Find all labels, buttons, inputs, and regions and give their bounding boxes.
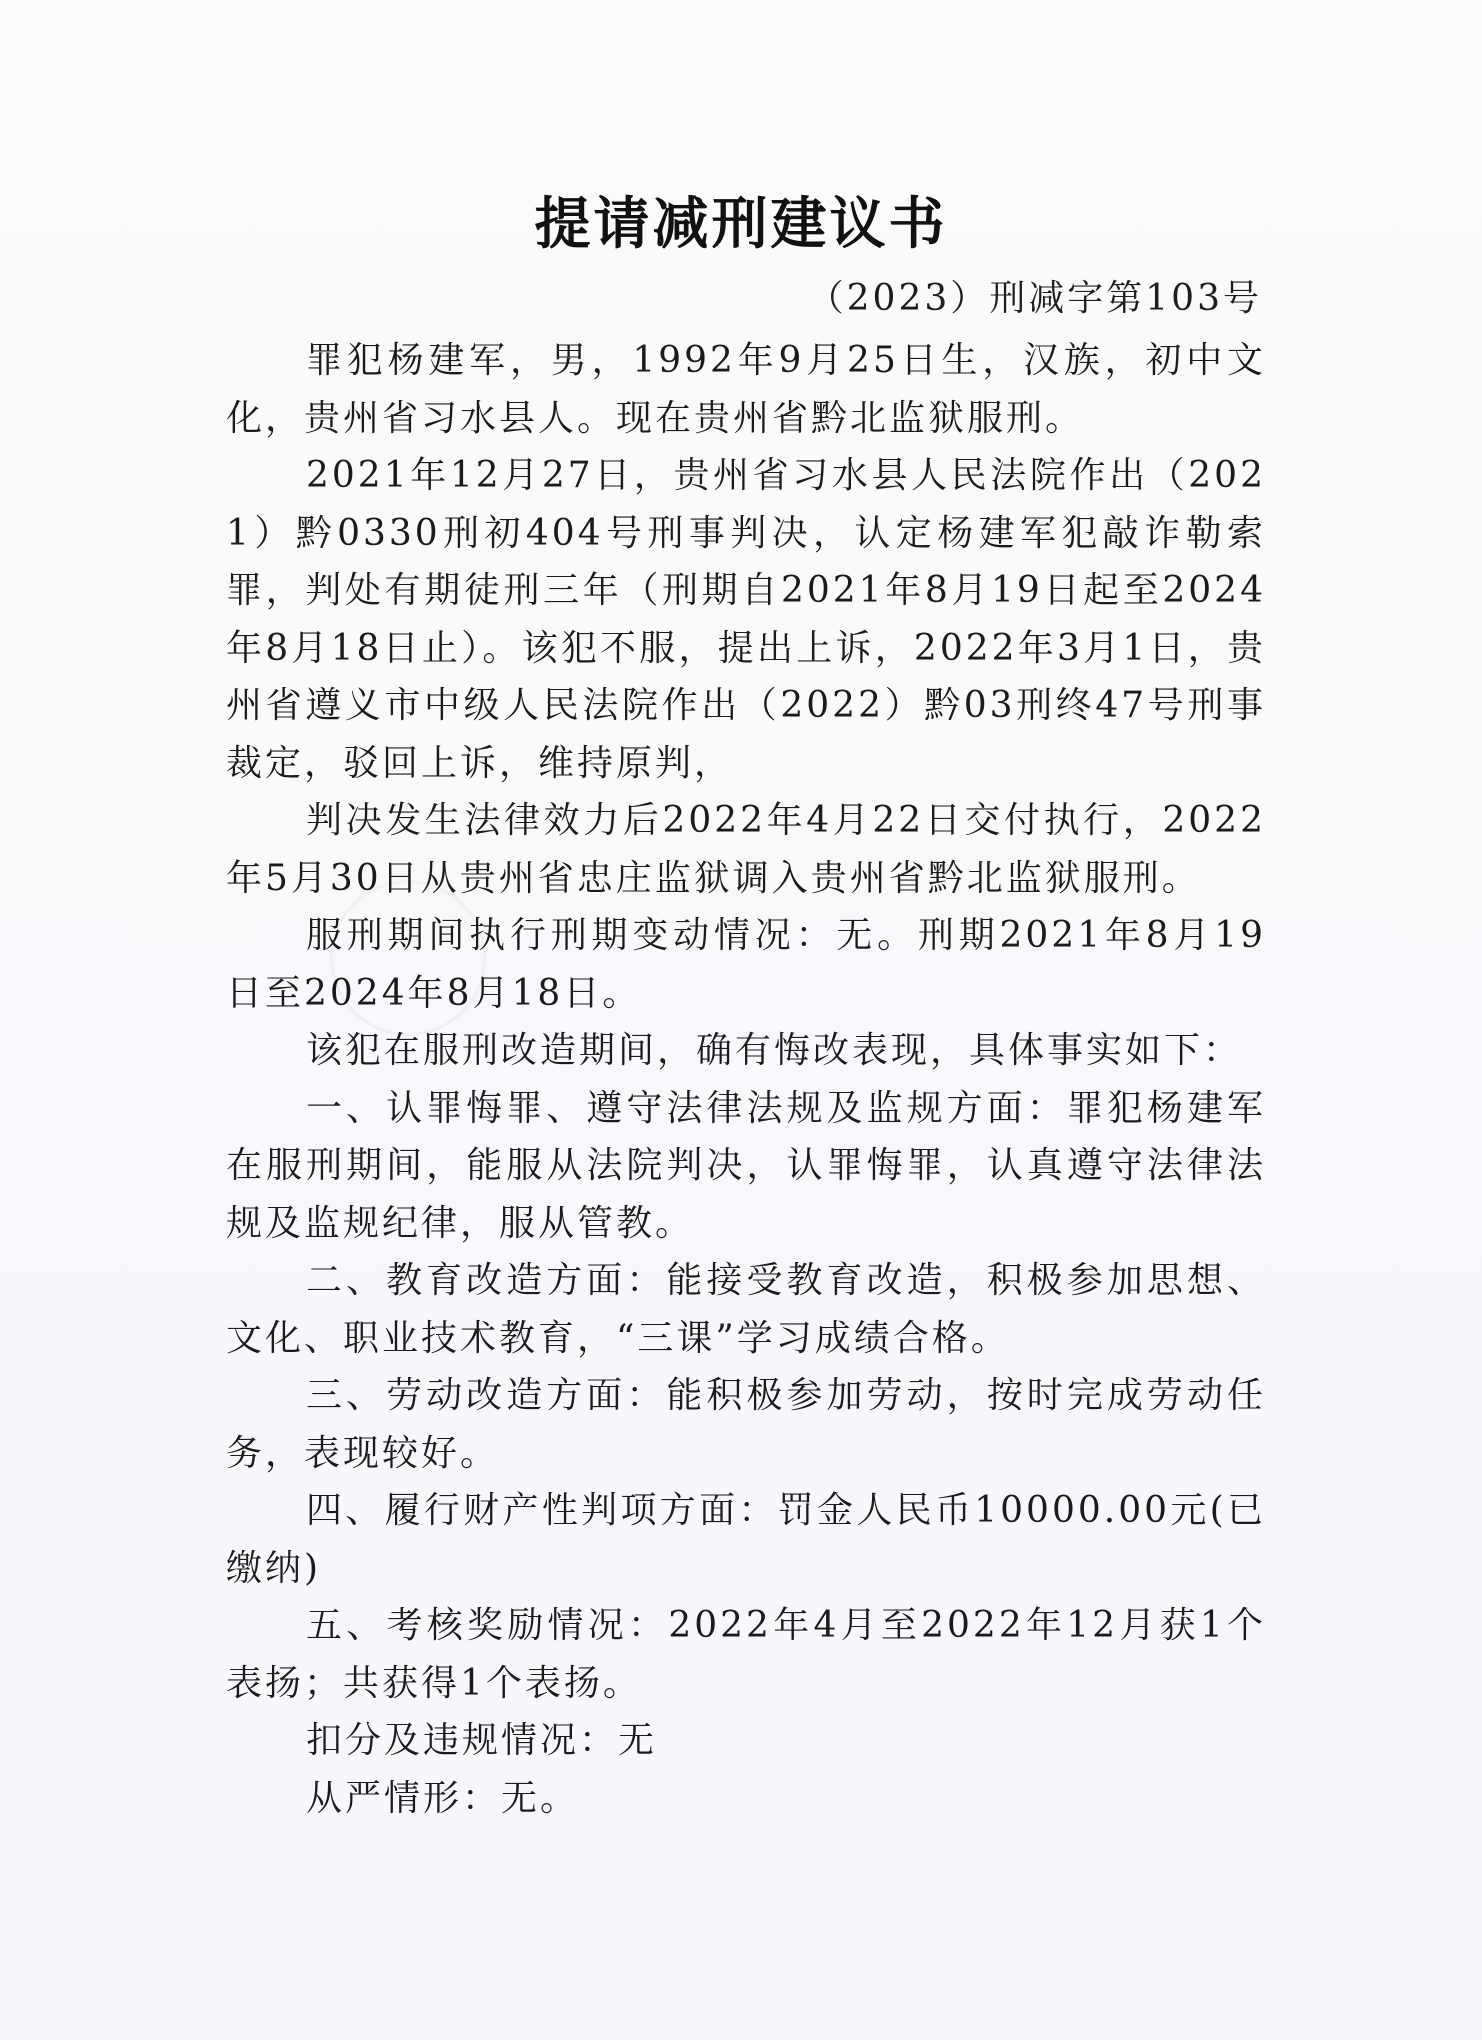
paragraph-facts-intro: 该犯在服刑改造期间，确有悔改表现，具体事实如下： xyxy=(306,1030,1243,1071)
document-number: （2023）刑减字第103号 xyxy=(807,278,1262,319)
paragraph-strict-cases: 从严情形：无。 xyxy=(306,1777,580,1819)
paragraph-sentence-change: 服刑期间执行刑期变动情况：无。刑期2021年8月19日至2024年8月18日。 xyxy=(226,915,1266,1014)
paragraph-item-1: 一、认罪悔罪、遵守法律法规及监规方面：罪犯杨建军在服刑期间，能服从法院判决，认罪悔罪，认真遵守法律法规及监规纪律，服从管教。 xyxy=(226,1087,1266,1244)
document-body xyxy=(226,332,1266,1827)
paragraph-criminal-info: 罪犯杨建军，男，1992年9月25日生，汉族，初中文化，贵州省习水县人。现在贵州省黔北监狱服刑。 xyxy=(226,340,1266,439)
paragraph-violations: 扣分及违规情况：无 xyxy=(306,1720,658,1761)
paragraph-execution: 判决发生法律效力后2022年4月22日交付执行，2022年5月30日从贵州省忠庄监狱调入贵州省黔北监狱服刑。 xyxy=(226,800,1266,899)
paragraph-item-5: 五、考核奖励情况：2022年4月至2022年12月获1个表扬；共获得1个表扬。 xyxy=(226,1605,1266,1704)
paragraph-judgment: 2021年12月27日，贵州省习水县人民法院作出（2021）黔0330刑初404号刑事判决，认定杨建军犯敲诈勒索罪，判处有期徒刑三年（刑期自2021年8月19日起至2024年8月18日止）。该犯不服，提出上诉，2022年3月1日，贵州省遵义市中级人民法院作出（2022）黔03刑终47号刑事裁定，驳回上诉，维持原判， xyxy=(226,455,1266,784)
paragraph-item-3: 三、劳动改造方面：能积极参加劳动，按时完成劳动任务，表现较好。 xyxy=(226,1375,1266,1474)
paragraph-item-2: 二、教育改造方面：能接受教育改造，积极参加思想、文化、职业技术教育，“三课”学习成绩合格。 xyxy=(226,1260,1266,1359)
document-title: 提请减刑建议书 xyxy=(534,192,948,257)
paragraph-item-4: 四、履行财产性判项方面：罚金人民币10000.00元(已缴纳) xyxy=(226,1490,1266,1589)
